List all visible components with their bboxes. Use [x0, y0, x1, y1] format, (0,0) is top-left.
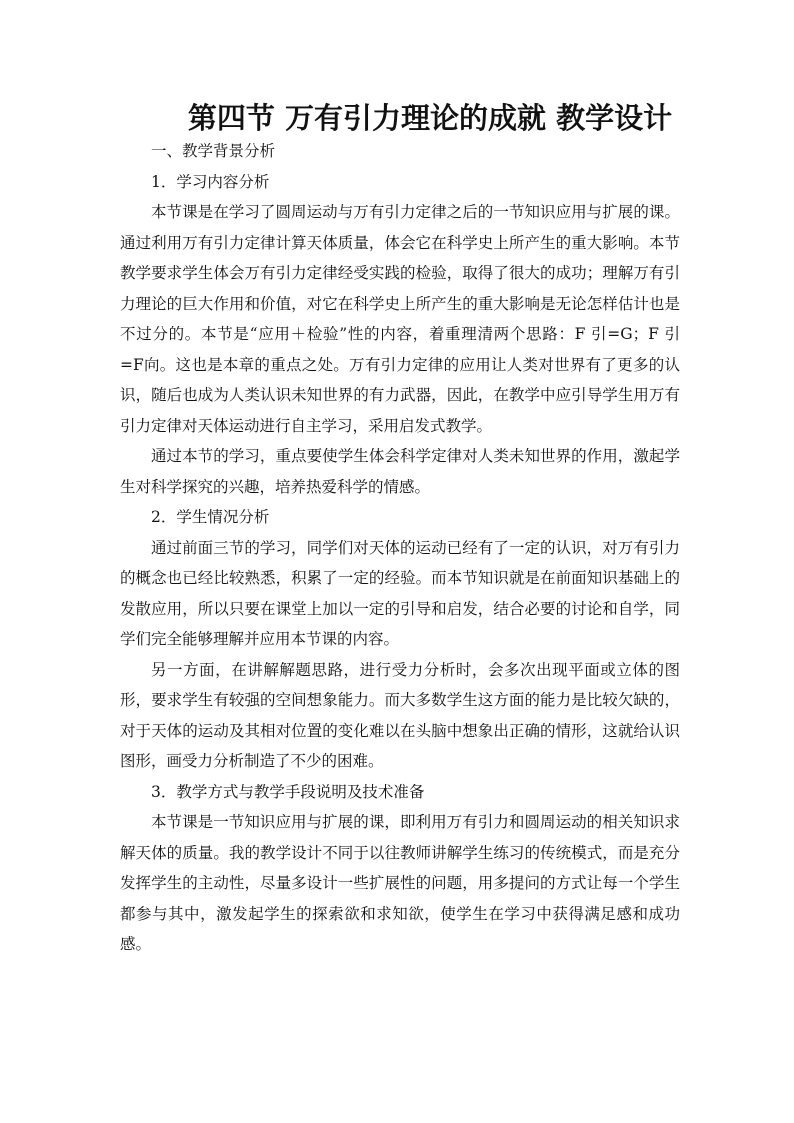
subsection-1-paragraph-1: 本节课是在学习了圆周运动与万有引力定律之后的一节知识应用与扩展的课。通过利用万有引力定律计算天体质量，体会它在科学史上所产生的重大影响。本节教学要求学生体会万有引力定律经受实践的检验，取得了很大的成功；理解万有引力理论的巨大作用和价值，对它在科学史上所产生的重大影响是无论怎样估计也是不过分的。本节是“应用＋检验”性的内容，着重理清两个思路：F 引=G；F 引=F向。这也是本章的重点之处。万有引力定律的应用让人类对世界有了更多的认识，随后也成为人类认识未知世界的有力武器，因此，在教学中应引导学生用万有引力定律对天体运动进行自主学习，采用启发式教学。	[120, 203, 680, 435]
subsection-2-paragraph-1: 通过前面三节的学习，同学们对天体的运动已经有了一定的认识，对万有引力的概念也已经比较熟悉，积累了一定的经验。而本节知识就是在前面知识基础上的发散应用，所以只要在课堂上加以一定的引导和启发，结合必要的讨论和自学，同学们完全能够理解并应用本节课的内容。	[120, 538, 680, 648]
subsection-3-paragraph-1: 本节课是一节知识应用与扩展的课，即利用万有引力和圆周运动的相关知识求解天体的质量。我的教学设计不同于以往教师讲解学生练习的传统模式，而是充分发挥学生的主动性，尽量多设计一些扩展性的问题，用多提问的方式让每一个学生都参与其中，激发起学生的探索欲和求知欲，使学生在学习中获得满足感和成功感。	[120, 813, 680, 953]
section-1-heading: 一、教学背景分析	[151, 142, 276, 160]
document-title: 第四节 万有引力理论的成就 教学设计	[187, 101, 673, 135]
subsection-1-heading: 1．学习内容分析	[151, 172, 270, 191]
subsection-2-heading: 2．学生情况分析	[151, 508, 270, 526]
subsection-2-paragraph-2: 另一方面，在讲解解题思路，进行受力分析时，会多次出现平面或立体的图形，要求学生有较强的空间想象能力。而大多数学生这方面的能力是比较欠缺的，对于天体的运动及其相对位置的变化难以在头脑中想象出正确的情形，这就给认识图形，画受力分析制造了不少的困难。	[120, 660, 680, 770]
document-body	[120, 136, 680, 960]
subsection-3-heading: 3．教学方式与教学手段说明及技术准备	[151, 782, 425, 801]
subsection-1-paragraph-2: 通过本节的学习，重点要使学生体会科学定律对人类未知世界的作用，激起学生对科学探究的兴趣，培养热爱科学的情感。	[120, 447, 680, 496]
